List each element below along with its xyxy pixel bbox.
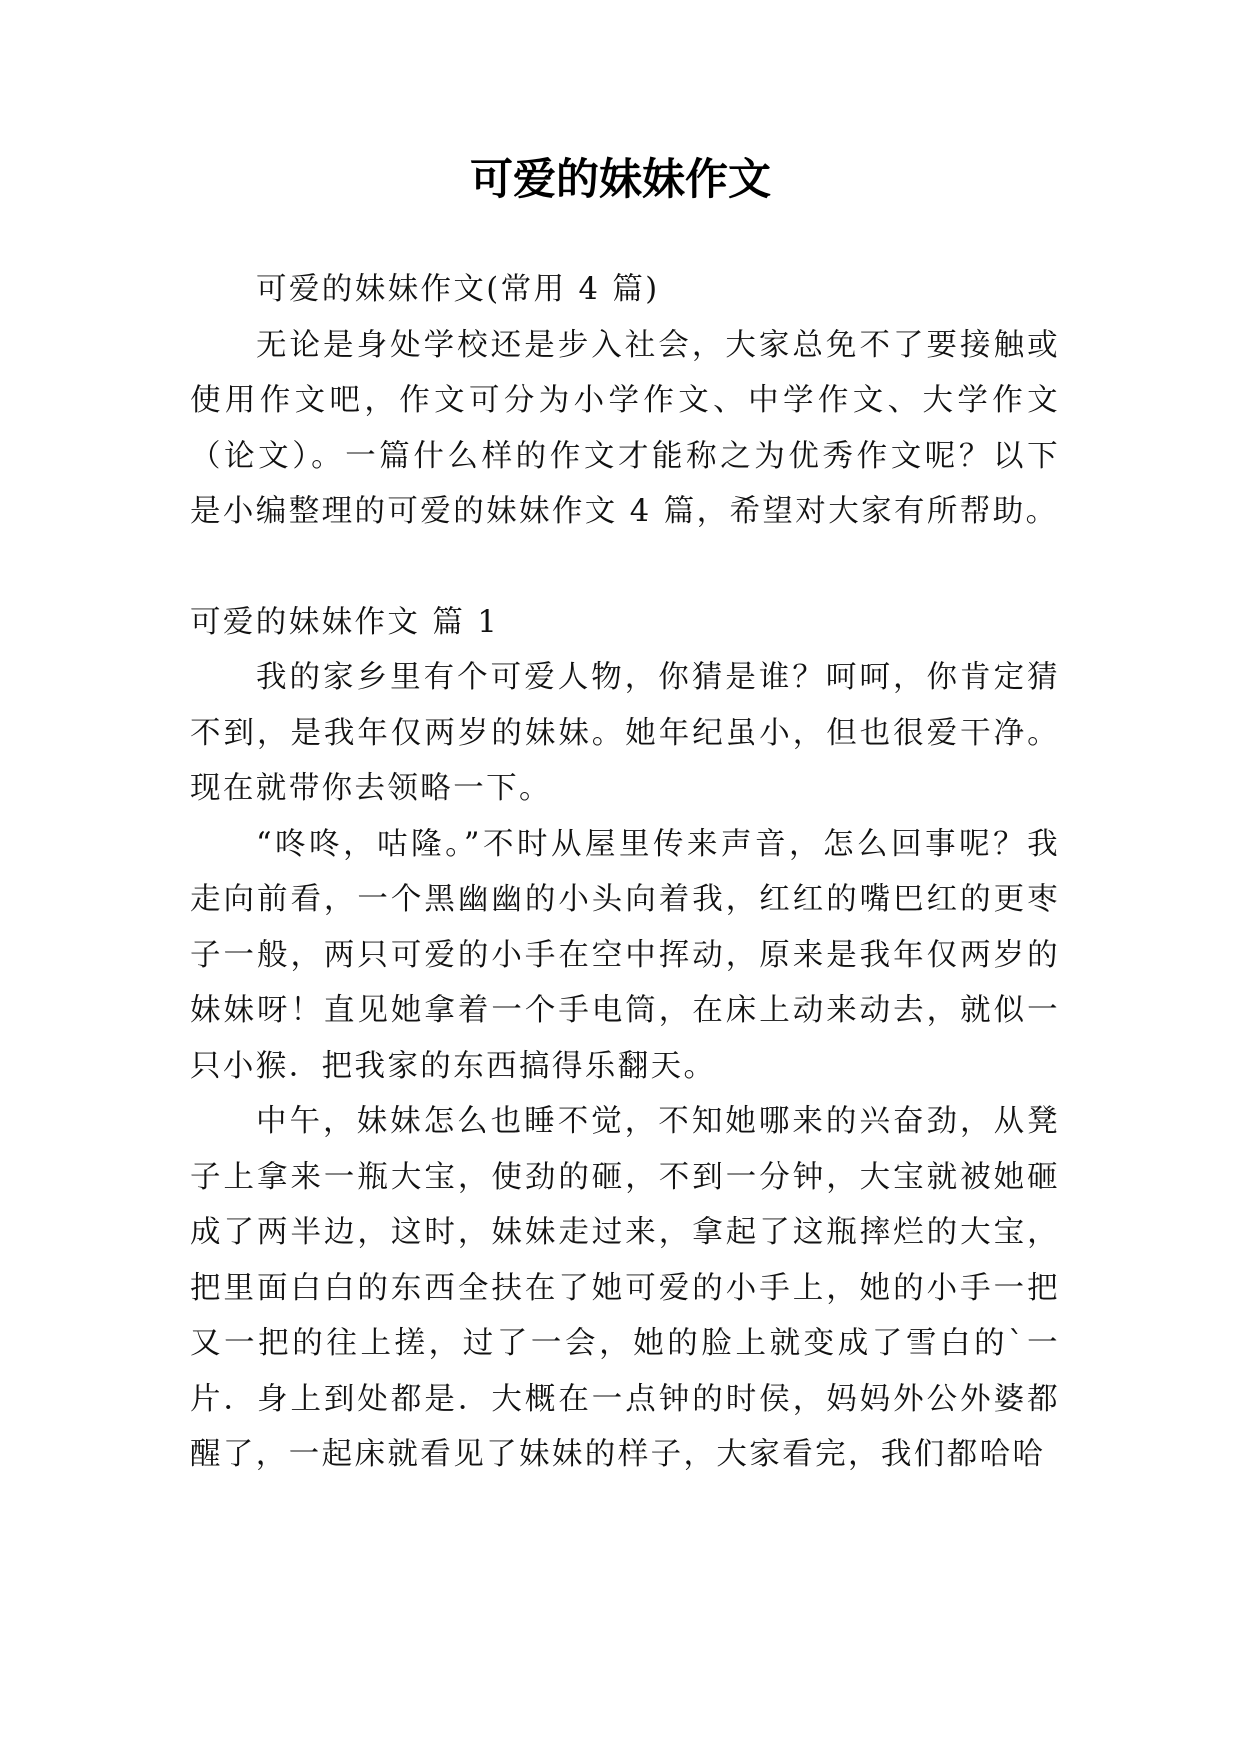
document-title: 可爱的妹妹作文 [470,155,771,205]
document-body [190,262,1060,1483]
paragraph: 我的家乡里有个可爱人物，你猜是谁？呵呵，你肯定猜不到，是我年仅两岁的妹妹。她年纪虽小，但也很爱干净。现在就带你去领略一下。 [190,660,1060,806]
paragraph: “咚咚，咕隆。”不时从屋里传来声音，怎么回事呢？我走向前看，一个黑幽幽的小头向着我，红红的嘴巴红的更枣子一般，两只可爱的小手在空中挥动，原来是我年仅两岁的妹妹呀！直见她拿着一个手电筒，在床上动来动去，就似一只小猴．把我家的东西搞得乐翻天。 [190,826,1060,1084]
paragraph: 中午，妹妹怎么也睡不觉，不知她哪来的兴奋劲，从凳子上拿来一瓶大宝，使劲的砸，不到一分钟，大宝就被她砸成了两半边，这时，妹妹走过来，拿起了这瓶摔烂的大宝，把里面白白的东西全扶在了她可爱的小手上，她的小手一把又一把的往上搓，过了一会，她的脸上就变成了雪白的`一片．身上到处都是．大概在一点钟的时侯，妈妈外公外婆都醒了，一起床就看见了妹妹的样子，大家看完，我们都哈哈 [190,1104,1060,1472]
section-heading: 可爱的妹妹作文 篇 1 [190,604,500,640]
intro-heading: 可爱的妹妹作文(常用 4 篇) [256,272,660,307]
intro-paragraph: 无论是身处学校还是步入社会，大家总免不了要接触或使用作文吧，作文可分为小学作文、中学作文、大学作文（论文）。一篇什么样的作文才能称之为优秀作文呢？以下是小编整理的可爱的妹妹作文 4 篇，希望对大家有所帮助。 [190,327,1060,529]
